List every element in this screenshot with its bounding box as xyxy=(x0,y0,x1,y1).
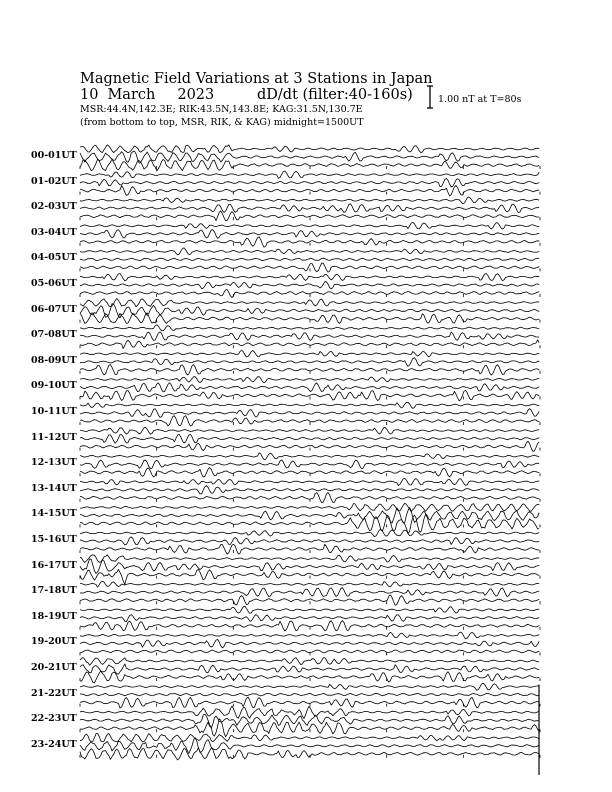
trace-msr xyxy=(80,159,539,171)
hour-label: 05-06UT xyxy=(31,278,77,289)
hour-label: 08-09UT xyxy=(31,354,77,366)
trace-msr xyxy=(80,748,539,760)
hour-label: 01-02UT xyxy=(31,175,77,187)
trace-rik xyxy=(80,383,539,392)
hour-label: 12-13UT xyxy=(31,457,77,469)
hour-label: 17-18UT xyxy=(31,585,77,597)
trace-rik xyxy=(80,537,539,545)
trace-kag xyxy=(80,377,539,383)
trace-rik xyxy=(80,615,539,622)
trace-kag xyxy=(80,683,539,690)
trace-kag xyxy=(80,503,539,511)
date-day: 10 xyxy=(80,87,99,103)
trace-rik xyxy=(80,460,539,469)
hour-label: 02-03UT xyxy=(31,201,77,213)
trace-kag xyxy=(80,453,539,460)
trace-kag xyxy=(80,427,539,434)
trace-kag xyxy=(80,197,539,204)
stations-line: MSR:44.4N,142.3E; RIK:43.5N,143.8E; KAG:31.5N,130.7E xyxy=(80,104,363,115)
trace-rik xyxy=(80,409,539,418)
trace-rik xyxy=(80,588,539,597)
chart-title: Magnetic Field Variations at 3 Stations in Japan xyxy=(80,71,433,87)
hour-label: 20-21UT xyxy=(31,662,77,673)
order-note: (from bottom to top, MSR, RIK, & KAG) midnight=1500UT xyxy=(80,117,364,128)
date-line xyxy=(80,87,214,103)
hour-label: 09-10UT xyxy=(31,380,77,392)
hour-label: 06-07UT xyxy=(31,303,77,315)
trace-kag xyxy=(80,274,539,281)
trace-kag xyxy=(80,171,539,178)
trace-rik xyxy=(80,332,539,341)
trace-kag xyxy=(80,529,539,536)
trace-rik xyxy=(80,282,539,289)
trace-kag xyxy=(80,402,539,408)
trace-kag xyxy=(80,632,539,639)
hour-label: 22-23UT xyxy=(31,713,77,725)
trace-msr xyxy=(80,514,539,533)
trace-kag xyxy=(80,706,539,718)
trace-rik xyxy=(80,178,539,187)
trace-rik xyxy=(80,230,539,239)
trace-kag xyxy=(80,733,539,741)
trace-rik xyxy=(80,664,539,674)
trace-msr xyxy=(80,671,539,683)
data-type-label: dD/dt (filter:40-160s) xyxy=(257,87,413,103)
axis-layer xyxy=(80,166,540,775)
trace-rik xyxy=(80,693,539,696)
hour-label: 13-14UT xyxy=(31,482,77,494)
trace-rik xyxy=(80,714,539,728)
trace-kag xyxy=(80,658,539,666)
trace-kag xyxy=(80,478,539,485)
hour-label: 18-19UT xyxy=(31,610,77,622)
scale-label: 1.00 nT at T=80s xyxy=(438,94,522,105)
trace-rik xyxy=(80,258,539,260)
scale-bar xyxy=(427,86,433,108)
hour-label: 10-11UT xyxy=(31,406,77,417)
trace-rik xyxy=(80,508,539,524)
date-month: March xyxy=(107,87,156,103)
hour-label: 04-05UT xyxy=(31,252,77,264)
trace-rik xyxy=(80,358,539,367)
hour-label: 23-24UT xyxy=(31,738,77,750)
trace-rik xyxy=(80,486,539,494)
trace-rik xyxy=(80,640,539,648)
trace-kag xyxy=(80,325,539,331)
hour-label: 07-08UT xyxy=(31,329,77,341)
date-year: 2023 xyxy=(177,87,215,103)
trace-kag xyxy=(80,581,539,587)
hour-label: 00-01UT xyxy=(31,150,77,161)
trace-layer xyxy=(80,145,539,760)
trace-kag xyxy=(80,299,539,307)
trace-rik xyxy=(80,204,539,213)
trace-rik xyxy=(80,559,539,574)
hour-label: 19-20UT xyxy=(31,636,77,648)
trace-kag xyxy=(80,606,539,613)
hour-label: 16-17UT xyxy=(31,559,77,571)
trace-msr xyxy=(80,650,539,653)
trace-kag xyxy=(80,248,539,255)
hour-label: 03-04UT xyxy=(31,226,77,238)
trace-rik xyxy=(80,434,539,443)
hour-label: 14-15UT xyxy=(31,508,77,520)
trace-kag xyxy=(80,145,539,153)
hour-label: 21-22UT xyxy=(31,687,77,699)
hour-label: 11-12UT xyxy=(31,431,77,443)
hour-label: 15-16UT xyxy=(31,534,77,545)
trace-kag xyxy=(80,555,539,563)
trace-kag xyxy=(80,350,539,357)
trace-rik xyxy=(80,738,539,754)
trace-kag xyxy=(80,222,539,229)
